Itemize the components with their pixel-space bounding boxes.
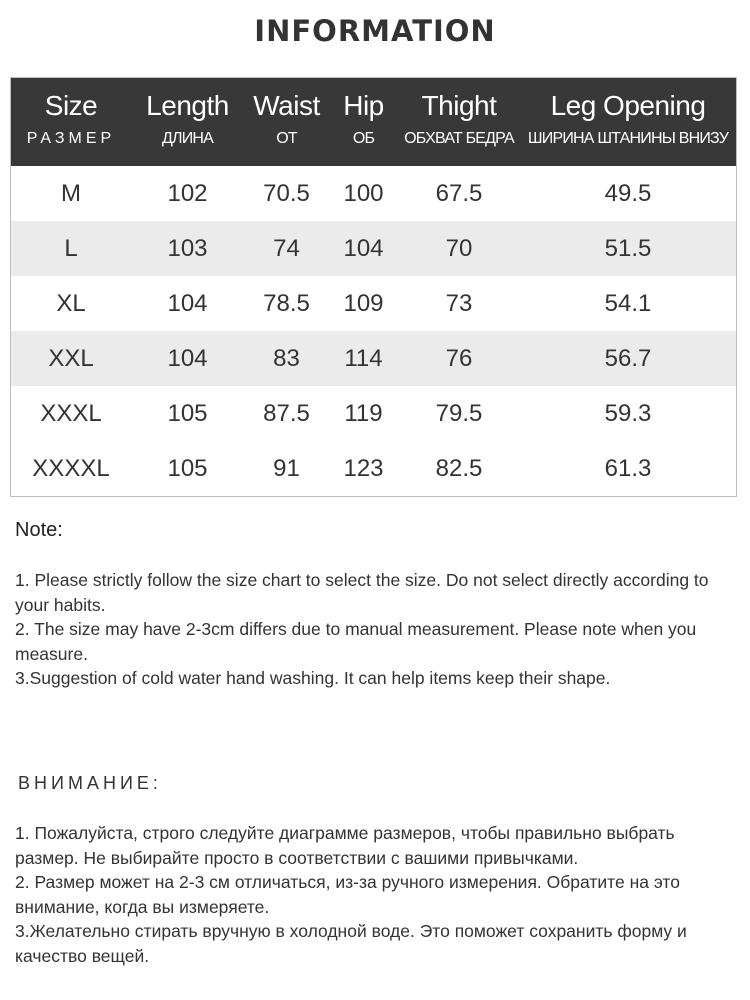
waist-cell: 74 <box>273 234 300 262</box>
thigh-cell: 82.5 <box>435 454 483 482</box>
note-item: 2. The size may have 2-3cm differs due to manual measurement. Please note when you measure. <box>15 619 697 664</box>
length-cell: 103 <box>167 234 208 262</box>
header-sublabel: ОТ <box>276 130 297 147</box>
leg-opening-cell: 59.3 <box>604 399 652 427</box>
note-heading: Note: <box>15 519 63 541</box>
header-waist <box>244 78 329 166</box>
russian-note-item: 1. Пожалуйста, строго следуйте диаграмме размеров, чтобы правильно выбрать размер. Не выбирайте просто в соответствии с вашими привычками. <box>15 823 675 868</box>
header-label: Length <box>146 90 229 121</box>
header-sublabel: ОБХВАТ БЕДРА <box>404 130 514 147</box>
header-label: Hip <box>343 90 384 121</box>
note-list <box>15 568 730 691</box>
length-cell: 104 <box>167 289 208 317</box>
size-chart-table <box>10 77 737 497</box>
leg-opening-cell: 49.5 <box>604 179 652 207</box>
table-row <box>11 166 736 221</box>
header-length <box>131 78 244 166</box>
thigh-cell: 67.5 <box>435 179 483 207</box>
hip-cell: 114 <box>344 344 383 372</box>
table-row <box>11 276 736 331</box>
size-cell: XXXL <box>40 399 102 427</box>
page-title: INFORMATION <box>254 14 496 48</box>
hip-cell: 109 <box>343 289 384 317</box>
leg-opening-cell: 54.1 <box>604 289 652 317</box>
header-sublabel: ДЛИНА <box>161 130 214 147</box>
length-cell: 105 <box>167 454 208 482</box>
table-row <box>11 386 736 441</box>
length-cell: 104 <box>167 344 208 372</box>
table-row <box>11 221 736 276</box>
size-cell: L <box>64 234 78 262</box>
header-label: Leg Opening <box>550 90 706 121</box>
hip-cell: 119 <box>344 399 383 427</box>
length-cell: 105 <box>167 399 208 427</box>
hip-cell: 100 <box>343 179 384 207</box>
header-thigh <box>398 78 520 166</box>
hip-cell: 123 <box>343 454 384 482</box>
size-cell: XL <box>56 289 86 317</box>
waist-cell: 70.5 <box>263 179 310 207</box>
header-hip <box>329 78 398 166</box>
note-item: 3.Suggestion of cold water hand washing. It can help items keep their shape. <box>15 668 611 689</box>
waist-cell: 91 <box>273 454 300 482</box>
thigh-cell: 73 <box>445 289 473 317</box>
table-header <box>11 78 736 166</box>
length-cell: 102 <box>167 179 208 207</box>
size-cell: XXXXL <box>32 454 110 482</box>
header-leg-opening <box>520 78 736 166</box>
size-cell: XXL <box>48 344 94 372</box>
header-label: Waist <box>253 90 320 121</box>
leg-opening-cell: 56.7 <box>604 344 652 372</box>
header-sublabel: ОБ <box>352 130 375 147</box>
leg-opening-cell: 51.5 <box>604 234 652 262</box>
thigh-cell: 76 <box>445 344 473 372</box>
table-row <box>11 441 736 496</box>
thigh-cell: 70 <box>445 234 473 262</box>
russian-note-item: 3.Желательно стирать вручную в холодной воде. Это поможет сохранить форму и качество вещей. <box>15 921 687 966</box>
header-size <box>11 78 131 166</box>
note-item: 1. Please strictly follow the size chart to select the size. Do not select directly according to your habits. <box>15 570 709 615</box>
russian-note-heading: ВНИМАНИЕ: <box>18 773 162 793</box>
size-cell: M <box>61 179 81 207</box>
thigh-cell: 79.5 <box>435 399 483 427</box>
hip-cell: 104 <box>343 234 384 262</box>
russian-note-list <box>15 821 735 969</box>
header-sublabel: ШИРИНА ШТАНИНЫ ВНИЗУ <box>527 130 729 147</box>
russian-note-item: 2. Размер может на 2-3 см отличаться, из-за ручного измерения. Обратите на это внимание, когда вы измеряете. <box>15 872 680 917</box>
header-sublabel: РАЗМЕР <box>26 130 116 147</box>
table-row <box>11 331 736 386</box>
waist-cell: 87.5 <box>263 399 310 427</box>
leg-opening-cell: 61.3 <box>604 454 652 482</box>
waist-cell: 83 <box>273 344 300 372</box>
waist-cell: 78.5 <box>263 289 310 317</box>
header-label: Size <box>44 90 98 121</box>
header-label: Thight <box>421 90 497 121</box>
